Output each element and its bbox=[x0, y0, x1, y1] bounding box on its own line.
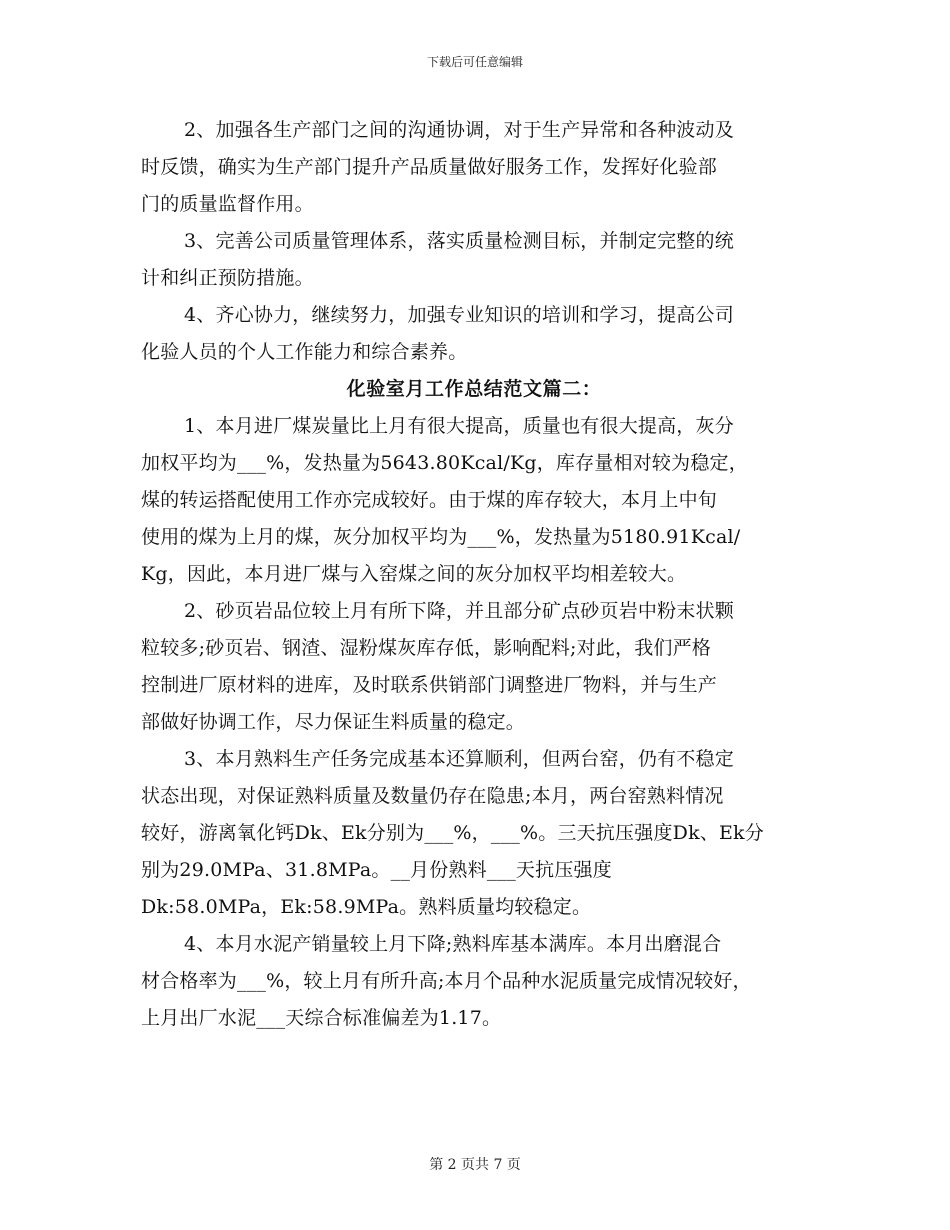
text-line: 计和纠正预防措施。 bbox=[141, 267, 314, 289]
text-line: 材合格率为___%，较上月有所升高;本月个品种水泥质量完成情况较好， bbox=[141, 970, 752, 992]
text-line: Dk:58.0MPa，Ek:58.9MPa。熟料质量均较稳定。 bbox=[141, 896, 592, 918]
text-line: 门的质量监督作用。 bbox=[141, 193, 314, 215]
text-line: 状态出现，对保证熟料质量及数量仍存在隐患;本月，两台窑熟料情况 bbox=[141, 785, 724, 807]
text-line: 较好，游离氧化钙Dk、Ek分别为___%，___%。三天抗压强度Dk、Ek分 bbox=[141, 822, 764, 844]
text-line: 3、完善公司质量管理体系，落实质量检测目标，并制定完整的统 bbox=[184, 230, 734, 252]
page-footer: 第 2 页共 7 页 bbox=[429, 1157, 521, 1173]
text-line: 使用的煤为上月的煤，灰分加权平均为___%，发热量为5180.91Kcal/ bbox=[141, 526, 741, 548]
page-header: 下载后可任意编辑 bbox=[426, 55, 523, 69]
text-line: 2、加强各生产部门之间的沟通协调，对于生产异常和各种波动及 bbox=[184, 119, 734, 141]
text-line: 别为29.0MPa、31.8MPa。__月份熟料___天抗压强度 bbox=[141, 859, 612, 881]
text-line: 4、齐心协力，继续努力，加强专业知识的培训和学习，提高公司 bbox=[184, 304, 734, 326]
text-line: 时反馈，确实为生产部门提升产品质量做好服务工作，发挥好化验部 bbox=[141, 156, 718, 178]
text-line: 煤的转运搭配使用工作亦完成较好。由于煤的库存较大，本月上中旬 bbox=[141, 489, 718, 511]
section-title: 化验室月工作总结范文篇二： bbox=[346, 378, 602, 400]
text-line: 1、本月进厂煤炭量比上月有很大提高，质量也有很大提高，灰分 bbox=[184, 415, 734, 437]
text-line: 化验人员的个人工作能力和综合素养。 bbox=[141, 341, 468, 363]
text-line: 2、砂页岩品位较上月有所下降，并且部分矿点砂页岩中粉末状颗 bbox=[184, 600, 734, 622]
text-line: 部做好协调工作，尽力保证生料质量的稳定。 bbox=[141, 711, 526, 733]
text-line: Kg，因此，本月进厂煤与入窑煤之间的灰分加权平均相差较大。 bbox=[141, 563, 687, 585]
text-line: 上月出厂水泥___天综合标准偏差为1.17。 bbox=[141, 1007, 502, 1029]
text-line: 加权平均为___%，发热量为5643.80Kcal/Kg，库存量相对较为稳定， bbox=[141, 452, 748, 474]
text-line: 3、本月熟料生产任务完成基本还算顺利，但两台窑，仍有不稳定 bbox=[184, 748, 734, 770]
document-body bbox=[141, 112, 807, 1037]
text-line: 控制进厂原材料的进库，及时联系供销部门调整进厂物料，并与生产 bbox=[141, 674, 718, 696]
text-line: 4、本月水泥产销量较上月下降;熟料库基本满库。本月出磨混合 bbox=[184, 933, 722, 955]
text-line: 粒较多;砂页岩、钢渣、湿粉煤灰库存低，影响配料;对此，我们严格 bbox=[141, 637, 712, 659]
